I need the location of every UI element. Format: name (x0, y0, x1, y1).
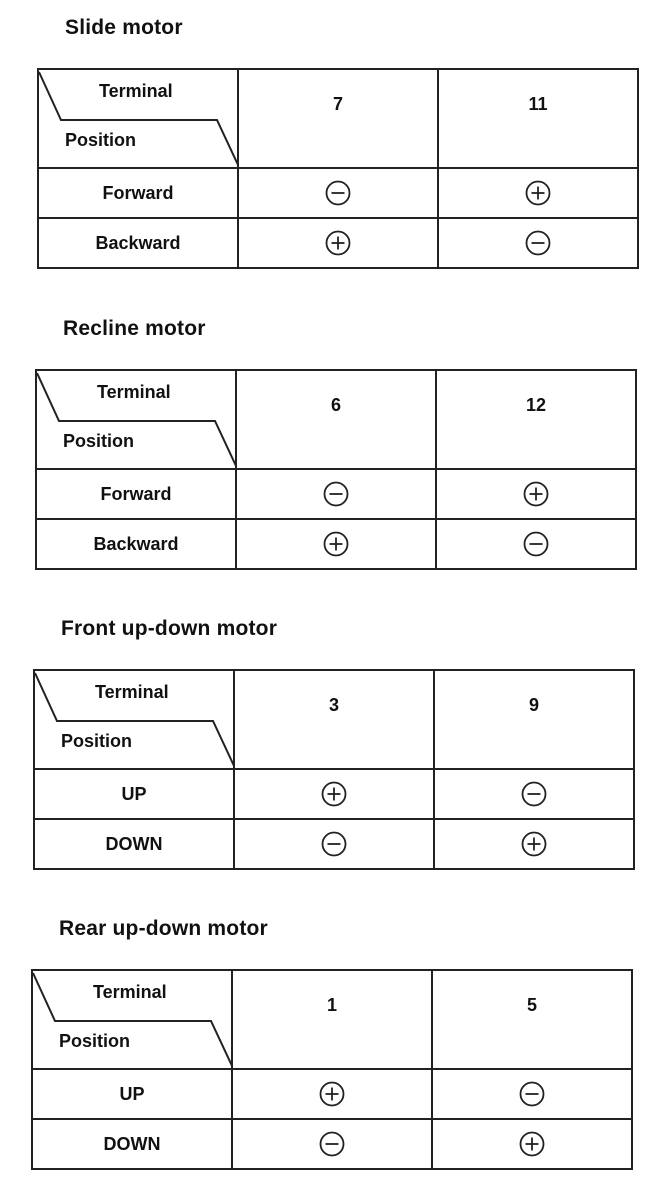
position-label: Position (65, 130, 136, 150)
minus-circle-icon (523, 531, 549, 557)
section-title: Front up-down motor (61, 617, 278, 640)
terminal-header (238, 69, 438, 168)
recline-motor-table (35, 369, 637, 570)
position-label: Position (61, 731, 132, 751)
rear-up-down-motor-table (31, 969, 633, 1170)
terminal-number: 9 (528, 695, 539, 715)
terminal-label: Terminal (95, 682, 169, 702)
polarity-cell (234, 769, 434, 819)
plus-circle-icon (321, 781, 347, 807)
polarity-cell (234, 819, 434, 869)
plus-circle-icon (519, 1131, 545, 1157)
plus-circle-icon (325, 230, 351, 256)
minus-circle-icon (321, 831, 347, 857)
section-title: Recline motor (63, 317, 206, 340)
polarity-cell (436, 469, 636, 519)
terminal-number: 12 (525, 395, 547, 415)
position-label: Position (63, 431, 134, 451)
minus-circle-icon (325, 180, 351, 206)
header-corner-cell (38, 69, 238, 168)
polarity-cell (236, 469, 436, 519)
terminal-number: 5 (526, 995, 537, 1015)
terminal-header (234, 670, 434, 769)
position-cell: UP (34, 769, 234, 819)
minus-circle-icon (323, 481, 349, 507)
terminal-number: 1 (326, 995, 337, 1015)
terminal-label: Terminal (93, 982, 167, 1002)
polarity-cell (438, 168, 638, 218)
minus-circle-icon (525, 230, 551, 256)
terminal-label: Terminal (99, 81, 173, 101)
section-title: Slide motor (65, 16, 183, 39)
position-cell: Backward (38, 218, 238, 268)
plus-circle-icon (521, 831, 547, 857)
plus-circle-icon (523, 481, 549, 507)
position-cell: Backward (36, 519, 236, 569)
position-cell: DOWN (34, 819, 234, 869)
position-cell: DOWN (32, 1119, 232, 1169)
terminal-number: 3 (328, 695, 339, 715)
polarity-cell (432, 1069, 632, 1119)
slide-motor-table (37, 68, 639, 269)
terminal-number: 6 (330, 395, 341, 415)
plus-circle-icon (323, 531, 349, 557)
header-corner-cell (34, 670, 234, 769)
terminal-label: Terminal (97, 382, 171, 402)
polarity-cell (438, 218, 638, 268)
plus-circle-icon (319, 1081, 345, 1107)
position-cell: Forward (36, 469, 236, 519)
header-corner-cell (32, 970, 232, 1069)
section-title: Rear up-down motor (59, 917, 268, 940)
polarity-cell (436, 519, 636, 569)
minus-circle-icon (319, 1131, 345, 1157)
polarity-cell (432, 1119, 632, 1169)
minus-circle-icon (519, 1081, 545, 1107)
polarity-cell (434, 819, 634, 869)
polarity-cell (232, 1069, 432, 1119)
polarity-cell (232, 1119, 432, 1169)
terminal-header (432, 970, 632, 1069)
header-corner-cell (36, 370, 236, 469)
terminal-number: 7 (332, 94, 343, 114)
terminal-header (436, 370, 636, 469)
position-cell: UP (32, 1069, 232, 1119)
terminal-header (236, 370, 436, 469)
polarity-cell (238, 168, 438, 218)
terminal-header (438, 69, 638, 168)
polarity-cell (434, 769, 634, 819)
polarity-cell (236, 519, 436, 569)
position-label: Position (59, 1031, 130, 1051)
terminal-number: 11 (528, 94, 548, 114)
front-up-down-motor-table (33, 669, 635, 870)
terminal-header (232, 970, 432, 1069)
polarity-cell (238, 218, 438, 268)
plus-circle-icon (525, 180, 551, 206)
terminal-header (434, 670, 634, 769)
position-cell: Forward (38, 168, 238, 218)
minus-circle-icon (521, 781, 547, 807)
